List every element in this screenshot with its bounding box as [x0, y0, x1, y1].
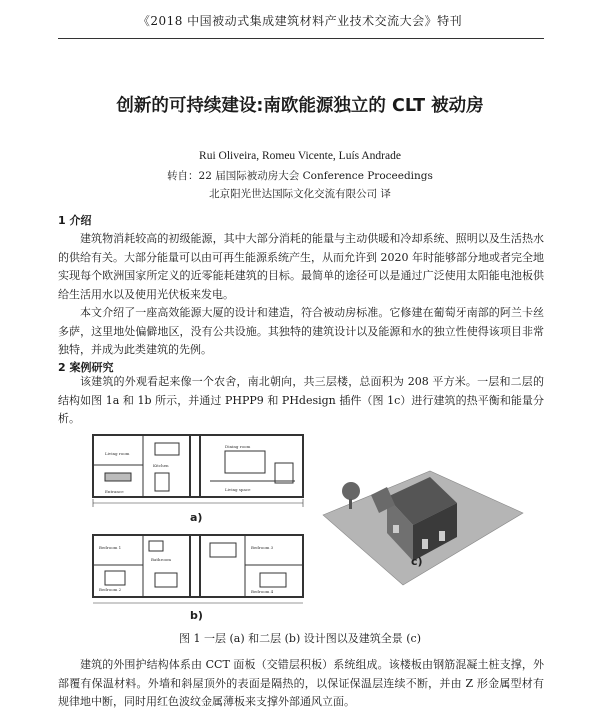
- journal-header: 《2018 中国被动式集成建筑材料产业技术交流大会》特刊: [137, 14, 463, 28]
- paragraph-case-1: 该建筑的外观看起来像一个农舍，南北朝向，共三层楼，总面积为 208 平方米。一层和二层的结构如图 1a 和 1b 所示，并通过 PHPP9 和 PHdesign 插件（图 1c）进行建筑的热平衡和能量分析。: [58, 375, 544, 425]
- translator-line: 北京阳光世达国际文化交流有限公司 译: [209, 188, 391, 200]
- plan-a-label-kitchen: Kitchen: [153, 463, 169, 468]
- plan-b-label-bedroom4: Bedroom 4: [251, 589, 274, 594]
- section-heading-case: 2 案例研究: [58, 361, 114, 374]
- plan-a-label-space: Living space: [225, 487, 251, 492]
- figure-label-a: a): [190, 511, 203, 524]
- paragraph-intro-1: 建筑物消耗较高的初级能源，其中大部分消耗的能量与主动供暖和冷却系统、照明以及生活热水的供给有关。大部分能量可以由可再生能源系统产生，从而允许到 2020 年时能够部分地或者完全地实现每个欧洲国家所定义的近零能耗建筑的目标。最简单的途径可以是通过广泛使用太阳能电池板供给生活用水以及使用光伏板来发电。: [58, 232, 544, 301]
- building-3d-view: [323, 471, 523, 585]
- section-heading-intro: 1 介绍: [58, 214, 92, 227]
- paragraph-case-2: 建筑的外围护结构体系由 CCT 面板（交错层积板）系统组成。该楼板由钢筋混凝土桩支撑，外部覆有保温材料。外墙和斜屋顶外的表面是隔热的，以保证保温层连续不断，并由 Z 形金属型材有规律地中断，同时用红色波纹金属薄板来支撑外部通风立面。: [58, 658, 544, 708]
- plan-a-label-entrance: Entrance: [105, 489, 124, 494]
- plan-b-label-bedroom3: Bedroom 3: [251, 545, 274, 550]
- plan-b-label-bedroom2: Bedroom 2: [99, 587, 122, 592]
- plan-a-label-living: Living room: [105, 451, 130, 456]
- figure-label-c: c): [411, 555, 423, 568]
- figure-caption: 图 1 一层 (a) 和二层 (b) 设计图以及建筑全景 (c): [179, 632, 421, 645]
- paragraph-intro-2: 本文介绍了一座高效能源大厦的设计和建造，符合被动房标准。它修建在葡萄牙南部的阿兰卡丝多萨，这里地处偏僻地区，没有公共设施。其独特的建筑设计以及能源和水的独立性使得该项目非常独特，并成为此类建筑的先例。: [58, 306, 544, 356]
- authors: Rui Oliveira, Romeu Vicente, Luís Andrade: [199, 150, 401, 162]
- floor-plan-a: [93, 435, 303, 507]
- header-rule: [58, 38, 544, 39]
- figure-label-b: b): [190, 609, 203, 622]
- figure-1: [85, 433, 525, 625]
- paper-title: 创新的可持续建设:南欧能源独立的 CLT 被动房: [116, 96, 484, 116]
- source-line: 转自：22 届国际被动房大会 Conference Proceedings: [167, 170, 433, 182]
- plan-b-label-bathroom: Bathroom: [151, 557, 172, 562]
- figure-1-graphic: [85, 433, 525, 625]
- plan-a-label-dining: Dining room: [225, 444, 251, 449]
- plan-b-label-bedroom1: Bedroom 1: [99, 545, 122, 550]
